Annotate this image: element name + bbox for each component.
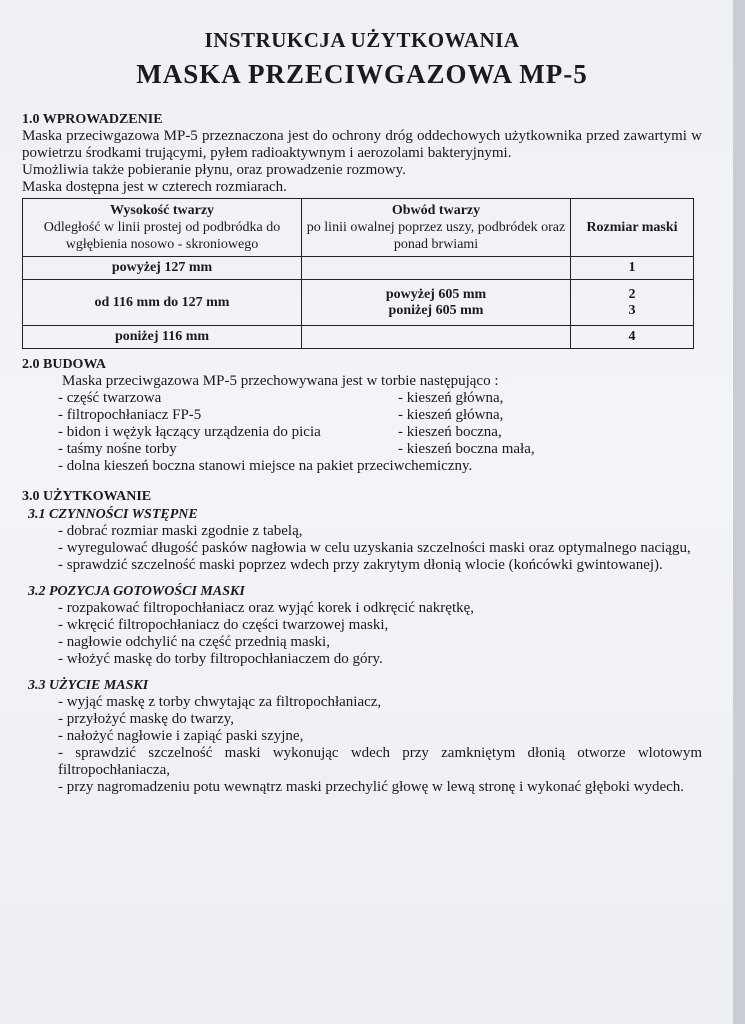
list-item: - sprawdzić szczelność maski poprzez wdech przy zakrytym dłonią wlocie (końcówki gwintowanej). bbox=[58, 557, 663, 573]
list-item bbox=[58, 458, 702, 475]
table-cell bbox=[302, 326, 571, 349]
intro-paragraph-3: Maska dostępna jest w czterech rozmiarach. bbox=[22, 179, 287, 195]
item-location: - kieszeń boczna, bbox=[398, 424, 502, 440]
document-content bbox=[22, 20, 702, 796]
item-location: - kieszeń główna, bbox=[398, 407, 504, 423]
list-item bbox=[58, 441, 702, 458]
list-item: - włożyć maskę do torby filtropochłaniaczem do góry. bbox=[58, 651, 383, 667]
list-item: - rozpakować filtropochłaniacz oraz wyjąć korek i odkręcić nakrętkę, bbox=[58, 600, 475, 616]
list-item: - dobrać rozmiar maski zgodnie z tabelą, bbox=[58, 523, 303, 539]
section-heading-uzytkowanie: 3.0 UŻYTKOWANIE bbox=[22, 489, 152, 504]
table-cell bbox=[302, 280, 571, 326]
item-location: - kieszeń boczna mała, bbox=[398, 441, 535, 457]
table-cell: od 116 mm do 127 mm bbox=[23, 280, 302, 326]
table-cell: 4 bbox=[571, 326, 694, 349]
subsection-heading: 3.3 UŻYCIE MASKI bbox=[28, 678, 149, 693]
list-item: - sprawdzić szczelność maski wykonując wdech przy zamkniętym dłonią otworze wlotowym filtropochłaniacza, bbox=[58, 745, 702, 778]
list-item: - wyjąć maskę z torby chwytając za filtropochłaniacz, bbox=[58, 694, 382, 710]
table-header-height bbox=[23, 199, 302, 257]
document-title: INSTRUKCJA UŻYTKOWANIA bbox=[204, 28, 520, 52]
list-item: - wyregulować długość pasków nagłowia w celu uzyskania szczelności maski oraz optymalnego naciągu, bbox=[58, 540, 691, 556]
list-item: - nałożyć nagłowie i zapiąć paski szyjne, bbox=[58, 728, 304, 744]
steps-list bbox=[58, 694, 702, 796]
subsection-heading: 3.2 POZYCJA GOTOWOŚCI MASKI bbox=[28, 584, 245, 599]
table-cell bbox=[302, 257, 571, 280]
table-cell: 1 bbox=[571, 257, 694, 280]
document-subtitle: MASKA PRZECIWGAZOWA MP-5 bbox=[136, 59, 588, 89]
header-circ-title: Obwód twarzy bbox=[391, 203, 481, 218]
subsection-heading: 3.1 CZYNNOŚCI WSTĘPNE bbox=[28, 507, 198, 522]
table-row bbox=[23, 257, 694, 280]
list-item: - wkręcić filtropochłaniacz do części twarzowej maski, bbox=[58, 617, 389, 633]
header-size-title: Rozmiar maski bbox=[586, 220, 678, 235]
item-part: - dolna kieszeń boczna stanowi miejsce na pakiet przeciwchemiczny. bbox=[58, 458, 473, 474]
table-cell: powyżej 127 mm bbox=[23, 257, 302, 280]
item-part: - filtropochłaniacz FP-5 bbox=[58, 407, 202, 423]
item-location: - kieszeń główna, bbox=[398, 390, 504, 406]
list-item bbox=[58, 424, 702, 441]
list-item: - nagłowie odchylić na część przednią maski, bbox=[58, 634, 330, 650]
cell-line: 2 bbox=[628, 286, 636, 302]
table-row bbox=[23, 326, 694, 349]
cell-line: 3 bbox=[628, 302, 636, 318]
table-cell: poniżej 116 mm bbox=[23, 326, 302, 349]
header-height-desc: Odległość w linii prostej od podbródka do wgłębienia nosowo - skroniowego bbox=[43, 220, 281, 252]
list-item: - przyłożyć maskę do twarzy, bbox=[58, 711, 235, 727]
cell-line: powyżej 605 mm bbox=[385, 286, 487, 302]
table-row bbox=[23, 280, 694, 326]
intro-paragraph-2: Umożliwia także pobieranie płynu, oraz prowadzenie rozmowy. bbox=[22, 162, 406, 178]
cell-line: poniżej 605 mm bbox=[388, 302, 484, 318]
item-part: - taśmy nośne torby bbox=[58, 441, 177, 457]
header-circ-desc: po linii owalnej poprzez uszy, podbródek oraz ponad brwiami bbox=[306, 220, 566, 252]
table-header-row bbox=[23, 199, 694, 257]
page-edge bbox=[733, 0, 745, 1024]
list-item bbox=[58, 407, 702, 424]
list-item: - przy nagromadzeniu potu wewnątrz maski przechylić głowę w lewą stronę i wykonać głęboki wydech. bbox=[58, 779, 685, 795]
size-table bbox=[22, 198, 694, 349]
item-part: - część twarzowa bbox=[58, 390, 162, 406]
steps-list bbox=[58, 523, 702, 574]
section-heading-budowa: 2.0 BUDOWA bbox=[22, 357, 107, 372]
steps-list bbox=[58, 600, 702, 668]
intro-paragraph: Maska przeciwgazowa MP-5 przeznaczona jest do ochrony dróg oddechowych użytkownika przed zawartymi w powietrzu środkami trującymi, pyłem radioaktywnym i aerozolami bakteryjnymi. bbox=[22, 128, 702, 161]
budowa-lead: Maska przeciwgazowa MP-5 przechowywana jest w torbie następująco : bbox=[62, 373, 499, 389]
section-heading-intro: 1.0 WPROWADZENIE bbox=[22, 112, 163, 127]
item-part: - bidon i wężyk łączący urządzenia do picia bbox=[58, 424, 321, 440]
header-height-title: Wysokość twarzy bbox=[109, 203, 215, 218]
table-header-circumference bbox=[302, 199, 571, 257]
list-item bbox=[58, 390, 702, 407]
table-cell bbox=[571, 280, 694, 326]
table-header-size bbox=[571, 199, 694, 257]
